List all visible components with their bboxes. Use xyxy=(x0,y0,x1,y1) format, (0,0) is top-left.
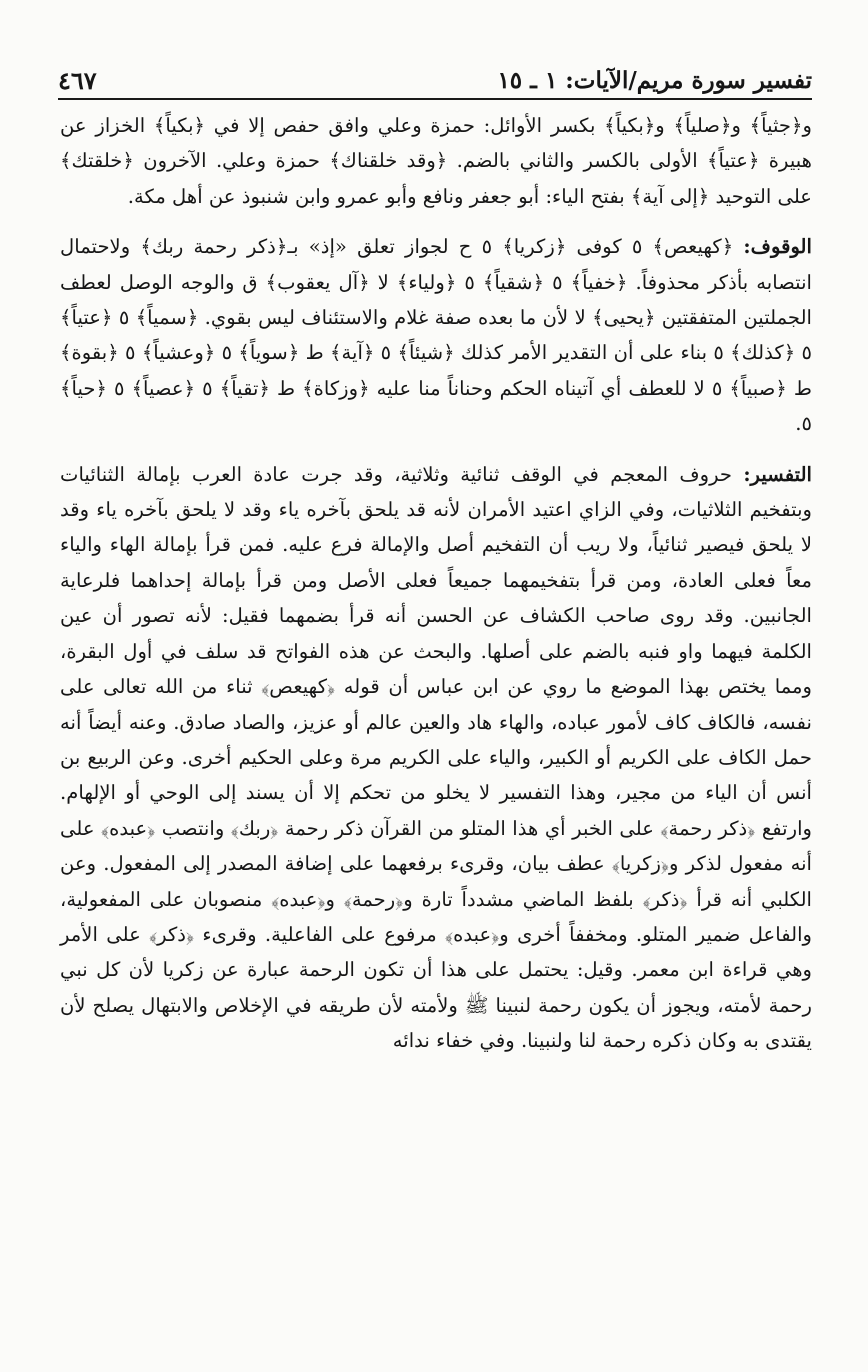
running-title: تفسير سورة مريم/الآيات: ١ ـ ١٥ xyxy=(497,67,812,94)
paragraph-lead: الوقوف: xyxy=(743,235,812,259)
paragraph-tafsir xyxy=(60,457,812,1059)
body-text xyxy=(60,108,812,1059)
page-number: ٤٦٧ xyxy=(58,66,97,95)
paragraph-lead: التفسير: xyxy=(743,462,812,486)
paragraph-readings xyxy=(60,108,812,214)
paragraph-text: حروف المعجم في الوقف ثنائية وثلاثية، وقد جرت عادة العرب بإمالة الثنائيات وبتفخيم الثلاثيات، وفي الزاي اعتيد الأمران لأنه قد يلحق بآخره ياء وقد لا يلحق بآخره ياء وقد لا يلحق فيصير ثنائياً، ولا ريب أن التفخيم أصل والإمالة فرع عليه. فمن قرأ بإمالة الهاء والياء معاً فعلى العادة، ومن قرأ بتفخيمهما جميعاً فعلى الأصل ومن قرأ بإمالة إحداهما فلرعاية الجانبين. وقد روى صاحب الكشاف عن الحسن أنه قرأ بضمهما فقيل: لأنه تصور أن عين الكلمة فيهما واو فنبه بالضم على أصلها. والبحث عن هذه الفواتح قد سلف في أول البقرة، ومما يختص بهذا الموضع ما روي عن ابن عباس أن قوله ﴿كهيعص﴾ ثناء من الله تعالى على نفسه، فالكاف كاف لأمور عباده، والهاء هاد والعين عالم أو عزيز، والصاد صادق. وعنه أيضاً أنه حمل الكاف على الكريم أو الكبير، والياء على الكريم مرة وعلى الحكيم أخرى. وعن الربيع بن أنس أن الياء من مجير، وهذا التفسير لا يخلو من تحكم إلا أن يسند إلى الوحي أو الإلهام. وارتفع ﴿ذكر رحمة﴾ على الخبر أي هذا المتلو من القرآن ذكر رحمة ﴿ربك﴾ وانتصب ﴿عبده﴾ على أنه مفعول لذكر و﴿زكريا﴾ عطف بيان، وقرىء برفعهما على إضافة المصدر إلى المفعول. وعن الكلبي أنه قرأ ﴿ذكر﴾ بلفظ الماضي مشدداً تارة و﴿رحمة﴾ و﴿عبده﴾ منصوبان على المفعولية، والفاعل ضمير المتلو. ومخففاً أخرى و﴿عبده﴾ مرفوع على الفاعلية. وقرىء ﴿ذكر﴾ على الأمر وهي قراءة ابن معمر. وقيل: يحتمل على هذا أن تكون الرحمة عبارة عن زكريا لأن كل نبي رحمة لأمته، ويجوز أن يكون رحمة لنبينا ﷺ ولأمته لأن طريقه في الإخلاص والابتهال يصلح لأن يقتدى به وكان ذكره رحمة لنا ولنبينا. وفي خفاء ندائه xyxy=(60,462,812,1053)
paragraph-text: ﴿كهيعص﴾ ٥ كوفى ﴿زكريا﴾ ٥ ح لجواز تعلق «إذ» بـ﴿ذكر رحمة ربك﴾ ولاحتمال انتصابه بأذكر محذوفاً. ﴿خفياً﴾ ٥ ﴿شقياً﴾ ٥ ﴿ولياء﴾ لا ﴿آل يعقوب﴾ ق والوجه الوصل لعطف الجملتين المتفقتين ﴿يحيى﴾ لا لأن ما بعده صفة غلام والاستئناف ليس بقوي. ﴿سمياً﴾ ٥ ﴿عتياً﴾ ٥ ﴿كذلك﴾ ٥ بناء على أن التقدير الأمر كذلك ﴿شيئاً﴾ ٥ ﴿آية﴾ ط ﴿سوياً﴾ ٥ ﴿وعشياً﴾ ٥ ﴿بقوة﴾ ط ﴿صبياً﴾ ٥ لا للعطف أي آتيناه الحكم وحناناً منا عليه ﴿وزكاة﴾ ط ﴿تقياً﴾ ٥ ﴿عصياً﴾ ٥ ﴿حياً﴾ ٥. xyxy=(60,235,813,436)
page-header xyxy=(58,52,812,100)
paragraph-text: و﴿جثياً﴾ و﴿صلياً﴾ و﴿بكياً﴾ بكسر الأوائل: حمزة وعلي وافق حفص إلا في ﴿بكياً﴾ الخزاز عن هبيرة ﴿عتياً﴾ الأولى بالكسر والثاني بالضم. ﴿وقد خلقناك﴾ حمزة وعلي. الآخرون ﴿خلقتك﴾ على التوحيد ﴿إلى آية﴾ بفتح الياء: أبو جعفر ونافع وأبو عمرو وابن شنبوذ عن أهل مكة. xyxy=(60,114,812,208)
paragraph-waqf xyxy=(60,229,812,441)
